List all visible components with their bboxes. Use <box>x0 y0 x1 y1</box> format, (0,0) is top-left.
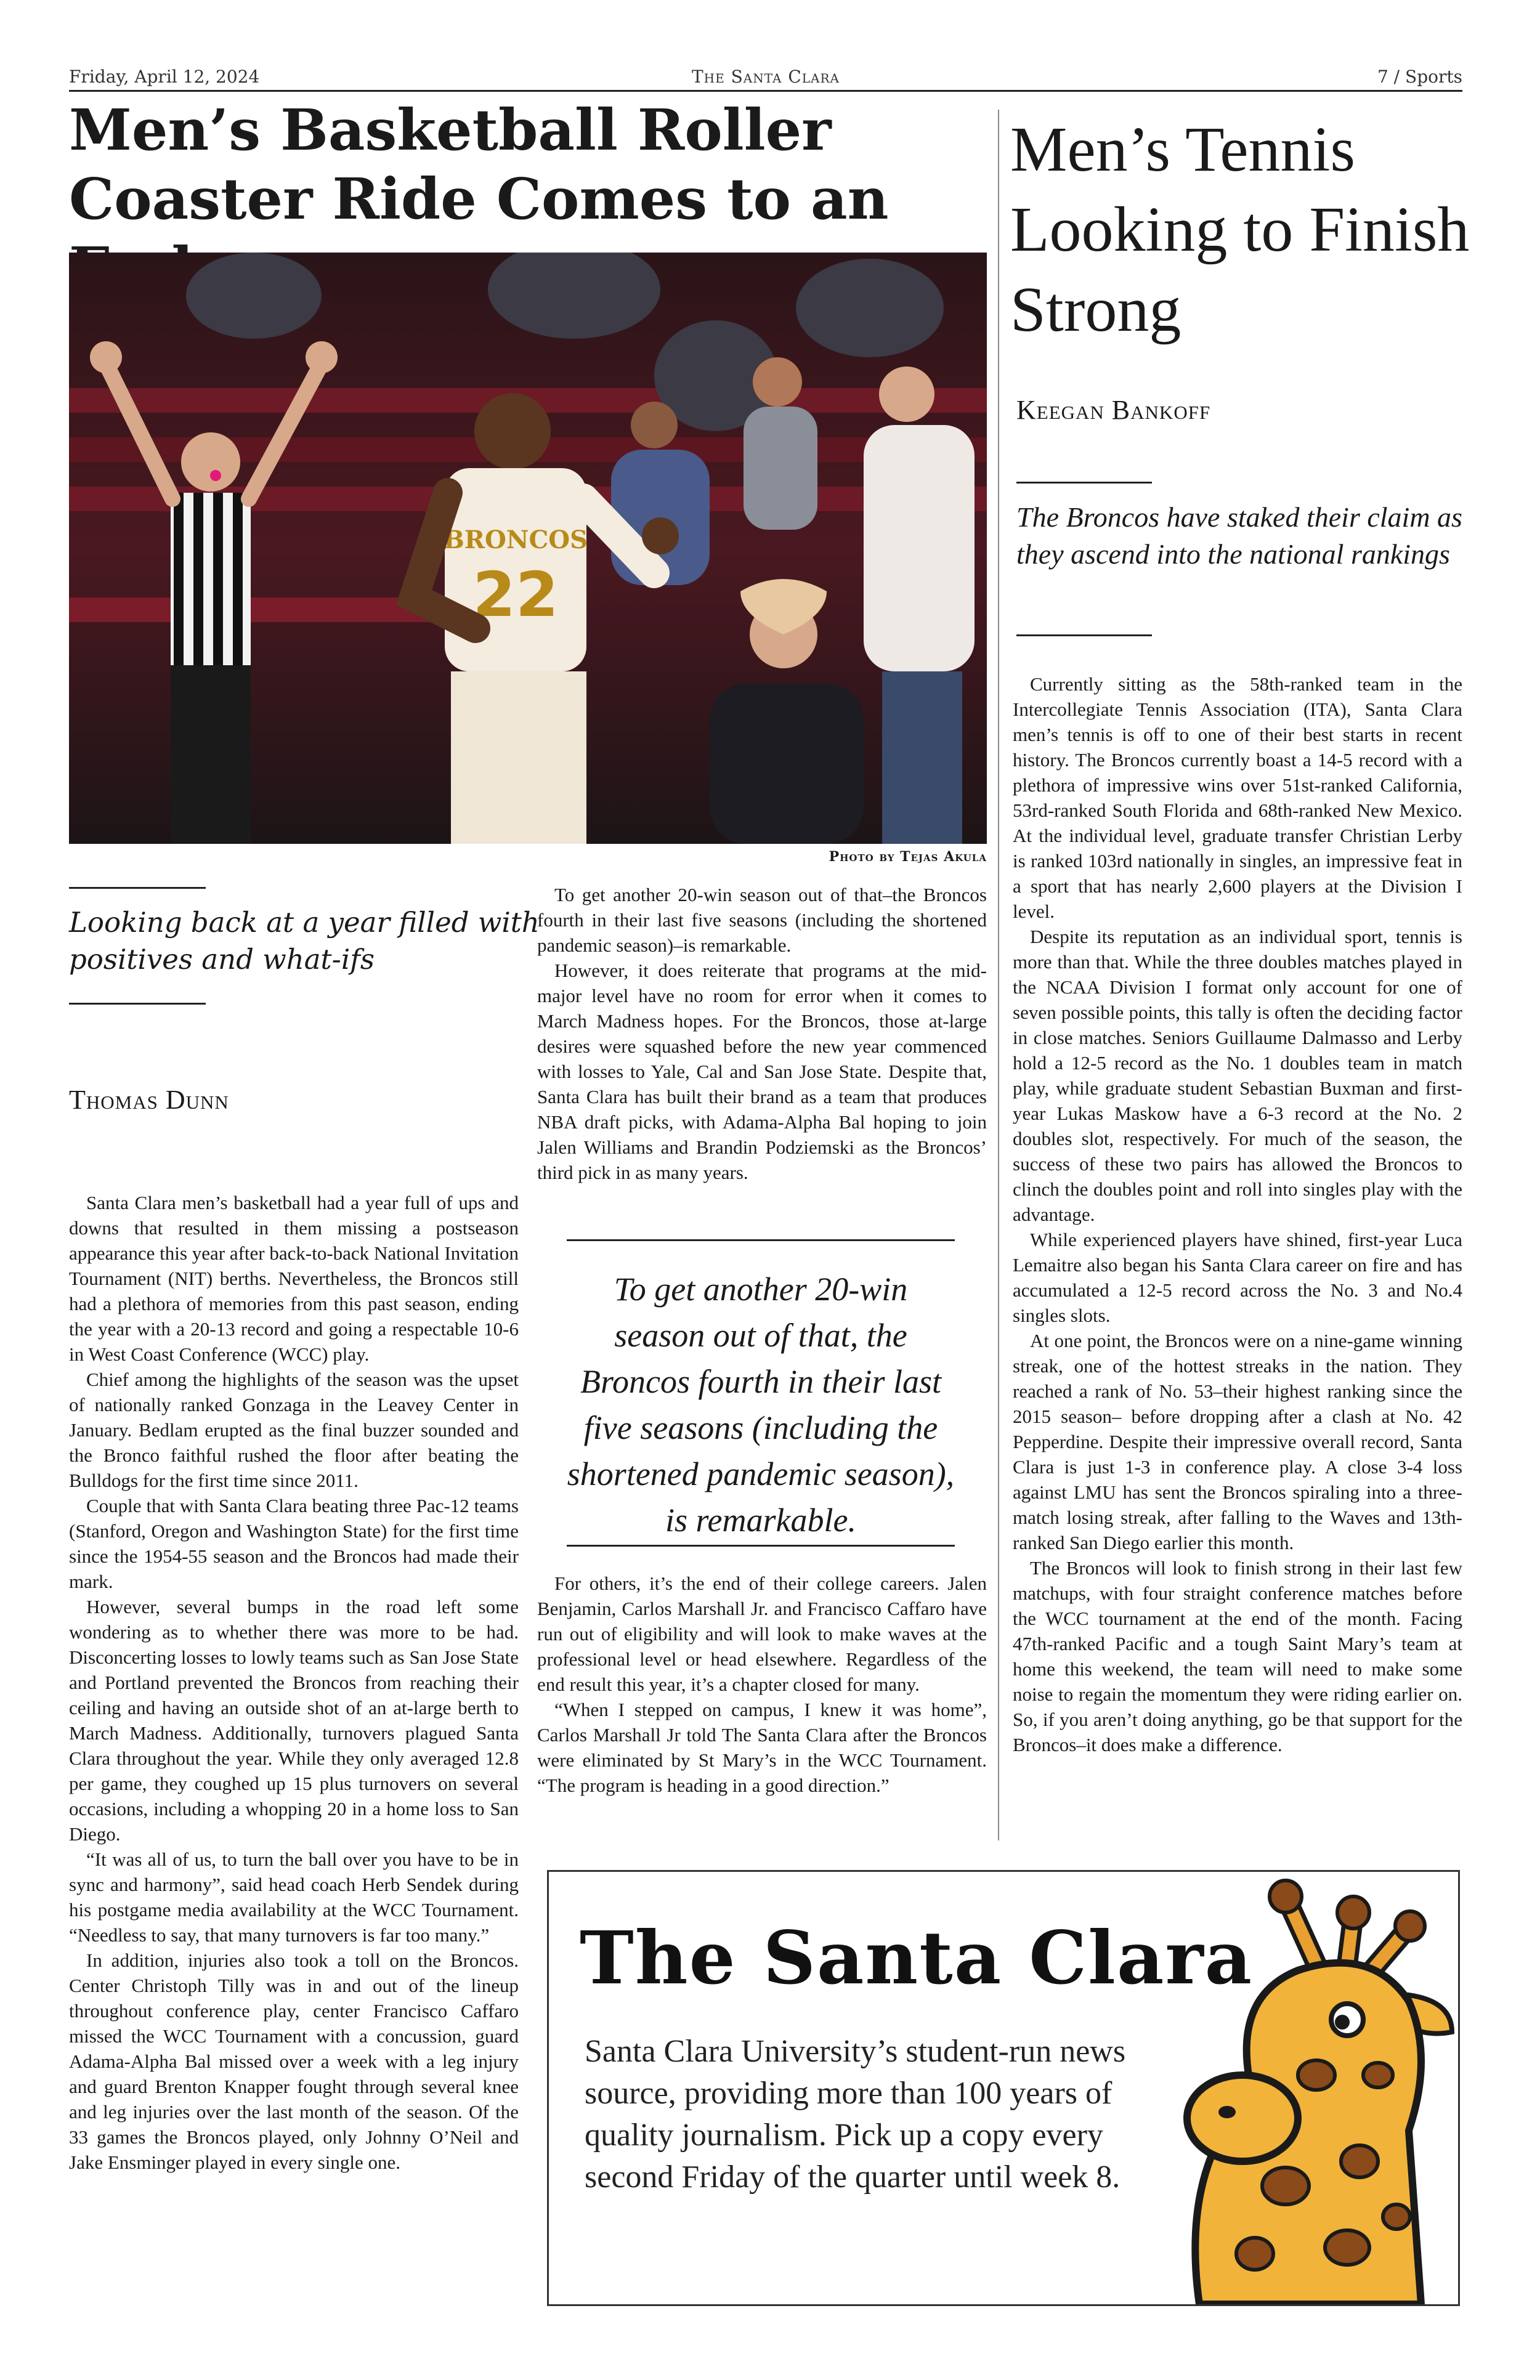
body-paragraph: Currently sitting as the 58th-ranked team in the Intercollegiate Tennis Association (ITA), Santa Clara men’s tennis is off to one of their best starts in recent history. The Broncos currently boast a 14-5 record with a plethora of impressive wins over 51st-ranked California, 53rd-ranked South Florida and 68th-ranked New Mexico. At the individual level, graduate transfer Christian Lerby is ranked 103rd nationally in singles, an impressive feat in a sport that has nearly 2,600 players at the Division I level. <box>1013 673 1462 922</box>
jersey-lettering: BRONCOS <box>443 525 588 554</box>
jersey-number: 22 <box>472 559 559 631</box>
pull-quote-rule-bottom <box>567 1545 955 1547</box>
basketball-column-2-bottom <box>537 1571 987 1798</box>
photo-credit: Photo by Tejas Akula <box>829 849 987 865</box>
body-paragraph: In addition, injuries also took a toll on the Broncos. Center Christoph Tilly was in and out of the lineup throughout conference play, center Francisco Caffaro missed the WCC Tournament with a concussion, guard Adama-Alpha Bal missed over a week with a leg injury and guard Brenton Knapper fought through several knee and leg injuries over the last month of the season. Of the 33 games the Broncos played, only Johnny O’Neil and Jake Ensminger played in every single one. <box>69 1949 519 2173</box>
basketball-deck: Looking back at a year filled with positives and what-ifs <box>69 906 540 976</box>
basketball-column-1 <box>69 1190 519 2175</box>
body-paragraph: Couple that with Santa Clara beating three Pac-12 teams (Stanford, Oregon and Washington State) for the first time since the 1954-55 season and the Broncos had made their mark. <box>69 1495 519 1592</box>
tennis-deck-rule-top <box>1016 482 1152 484</box>
masthead <box>69 67 1462 91</box>
tennis-byline: Keegan Bankoff <box>1016 395 1211 425</box>
giraffe-mascot-icon <box>1162 1872 1458 2304</box>
column-divider <box>998 110 999 1840</box>
body-paragraph: To get another 20-win season out of that–the Broncos fourth in their last five seasons (including the shortened pandemic season)–is remarkable. <box>537 884 987 956</box>
body-paragraph: For others, it’s the end of their college careers. Jalen Benjamin, Carlos Marshall Jr. and Francisco Caffaro have run out of eligibility and will look to make waves at the professional level or head elsewhere. Regardless of the end result this year, it’s a chapter closed for many. <box>537 1572 987 1695</box>
body-paragraph: However, it does reiterate that programs at the mid-major level have no room for error when it comes to March Madness hopes. For the Broncos, those at-large desires were squashed before the new year commenced with losses to Yale, Cal and San Jose State. Despite that, Santa Clara has built their brand as a team that produces NBA draft picks, with Adama-Alpha Bal hoping to join Jalen Williams and Brandin Podziemski as the Broncos’ third pick in as many years. <box>537 960 987 1183</box>
tennis-deck: The Broncos have staked their claim as they ascend into the national rankings <box>1016 501 1462 570</box>
pull-quote <box>567 1239 955 1547</box>
basketball-byline: Thomas Dunn <box>69 1085 229 1115</box>
body-paragraph: “When I stepped on campus, I knew it was home”, Carlos Marshall Jr told The Santa Clara after the Broncos were eliminated by St Mary’s in the WCC Tournament. “The program is heading in a good direction.” <box>537 1699 987 1796</box>
issue-date: Friday, April 12, 2024 <box>69 67 260 87</box>
body-paragraph: The Broncos will look to finish strong in their last few matchups, with four straight conference matches before the WCC tournament at the end of the month. Facing 47th-ranked Pacific and a tough Saint Mary’s team at home this weekend, the team will need to make some noise to regain the momentum they were riding earlier on. So, if you aren’t doing anything, go be that support for the Broncos–it does make a difference. <box>1013 1557 1462 1755</box>
deck-rule-bottom <box>69 1003 206 1005</box>
body-paragraph: “It was all of us, to turn the ball over you have to be in sync and harmony”, said head coach Herb Sendek during his postgame media availability at the WCC Tournament. “Needless to say, that many turnovers is far too many.” <box>69 1848 519 1946</box>
tennis-headline: Men’s Tennis Looking to Finish Strong <box>1010 114 1470 345</box>
basketball-photo <box>69 253 987 844</box>
body-paragraph: While experienced players have shined, first-year Luca Lemaitre also began his Santa Clara career on fire and has accumulated a 12-5 record across the No. 3 and No.4 singles slots. <box>1013 1229 1462 1326</box>
body-paragraph: However, several bumps in the road left some wondering as to whether there was more to be had. Disconcerting losses to lowly teams such as San Jose State and Portland prevented the Broncos from reaching their ceiling and having an outside shot of an at-large berth to March Madness. Additionally, turnovers plagued Santa Clara throughout the year. While they only averaged 12.8 per game, they coughed up 15 plus turnovers on several occasions, including a whopping 20 in a home loss to San Diego. <box>69 1596 519 1845</box>
tennis-deck-rule-bottom <box>1016 634 1152 636</box>
house-ad <box>547 1870 1460 2306</box>
tennis-column <box>1013 671 1462 1757</box>
body-paragraph: Chief among the highlights of the season was the upset of nationally ranked Gonzaga in the Leavey Center in January. Bedlam erupted as the final buzzer sounded and the Bronco faithful rushed the floor after beating the Bulldogs for the first time since 2011. <box>69 1369 519 1491</box>
deck-rule-top <box>69 887 206 889</box>
pull-quote-rule-top <box>567 1239 955 1241</box>
page-section: 7 / Sports <box>1377 67 1462 87</box>
pull-quote-text: To get another 20-win season out of that, the Broncos fourth in their last five seasons (including the shortened pandemic season), is remarkable. <box>567 1271 955 1539</box>
ad-title: The Santa Clara <box>580 1915 1254 2001</box>
body-paragraph: At one point, the Broncos were on a nine-game winning streak, one of the hottest streaks in the nation. They reached a rank of No. 53–their highest ranking since the 2015 season– before dropping after a clash at No. 42 Pepperdine. Despite their impressive overall record, Santa Clara is just 1-3 in conference play. A close 3-4 loss against LMU has sent the Broncos spiraling into a three-match losing streak, after falling to the Waves and 13th-ranked San Diego earlier this month. <box>1013 1330 1462 1553</box>
basketball-headline: Men’s Basketball Roller Coaster Ride Comes to an <box>69 97 889 232</box>
body-paragraph: Despite its reputation as an individual sport, tennis is more than that. While the three doubles matches played in the NCAA Division I format only account for one of seven possible points, this tally is often the deciding factor in close matches. Seniors Guillaume Dalmasso and Lerby hold a 12-5 record as the No. 1 doubles team in match play, while graduate student Sebastian Buxman and first-year Lukas Maskow have a 6-3 record at the No. 2 doubles slot, respectively. For much of the season, the success of these two pairs has allowed the Broncos to clinch the doubles point and roll into singles play with the advantage. <box>1013 926 1462 1225</box>
masthead-rule <box>69 90 1462 92</box>
basketball-column-2-top <box>537 882 987 1185</box>
ad-tagline: Santa Clara University’s student-run news source, providing more than 100 years of quality journalism. Pick up a copy every second Friday of the quarter until week 8. <box>585 2034 1126 2195</box>
body-paragraph: Santa Clara men’s basketball had a year full of ups and downs that resulted in them missing a postseason appearance this year after back-to-back National Invitation Tournament (NIT) berths. Nevertheless, the Broncos still had a plethora of memories from this past season, ending the year with a 20-13 record and going a respectable 10-6 in West Coast Conference (WCC) play. <box>69 1192 519 1365</box>
paper-name: The Santa Clara <box>692 67 840 87</box>
